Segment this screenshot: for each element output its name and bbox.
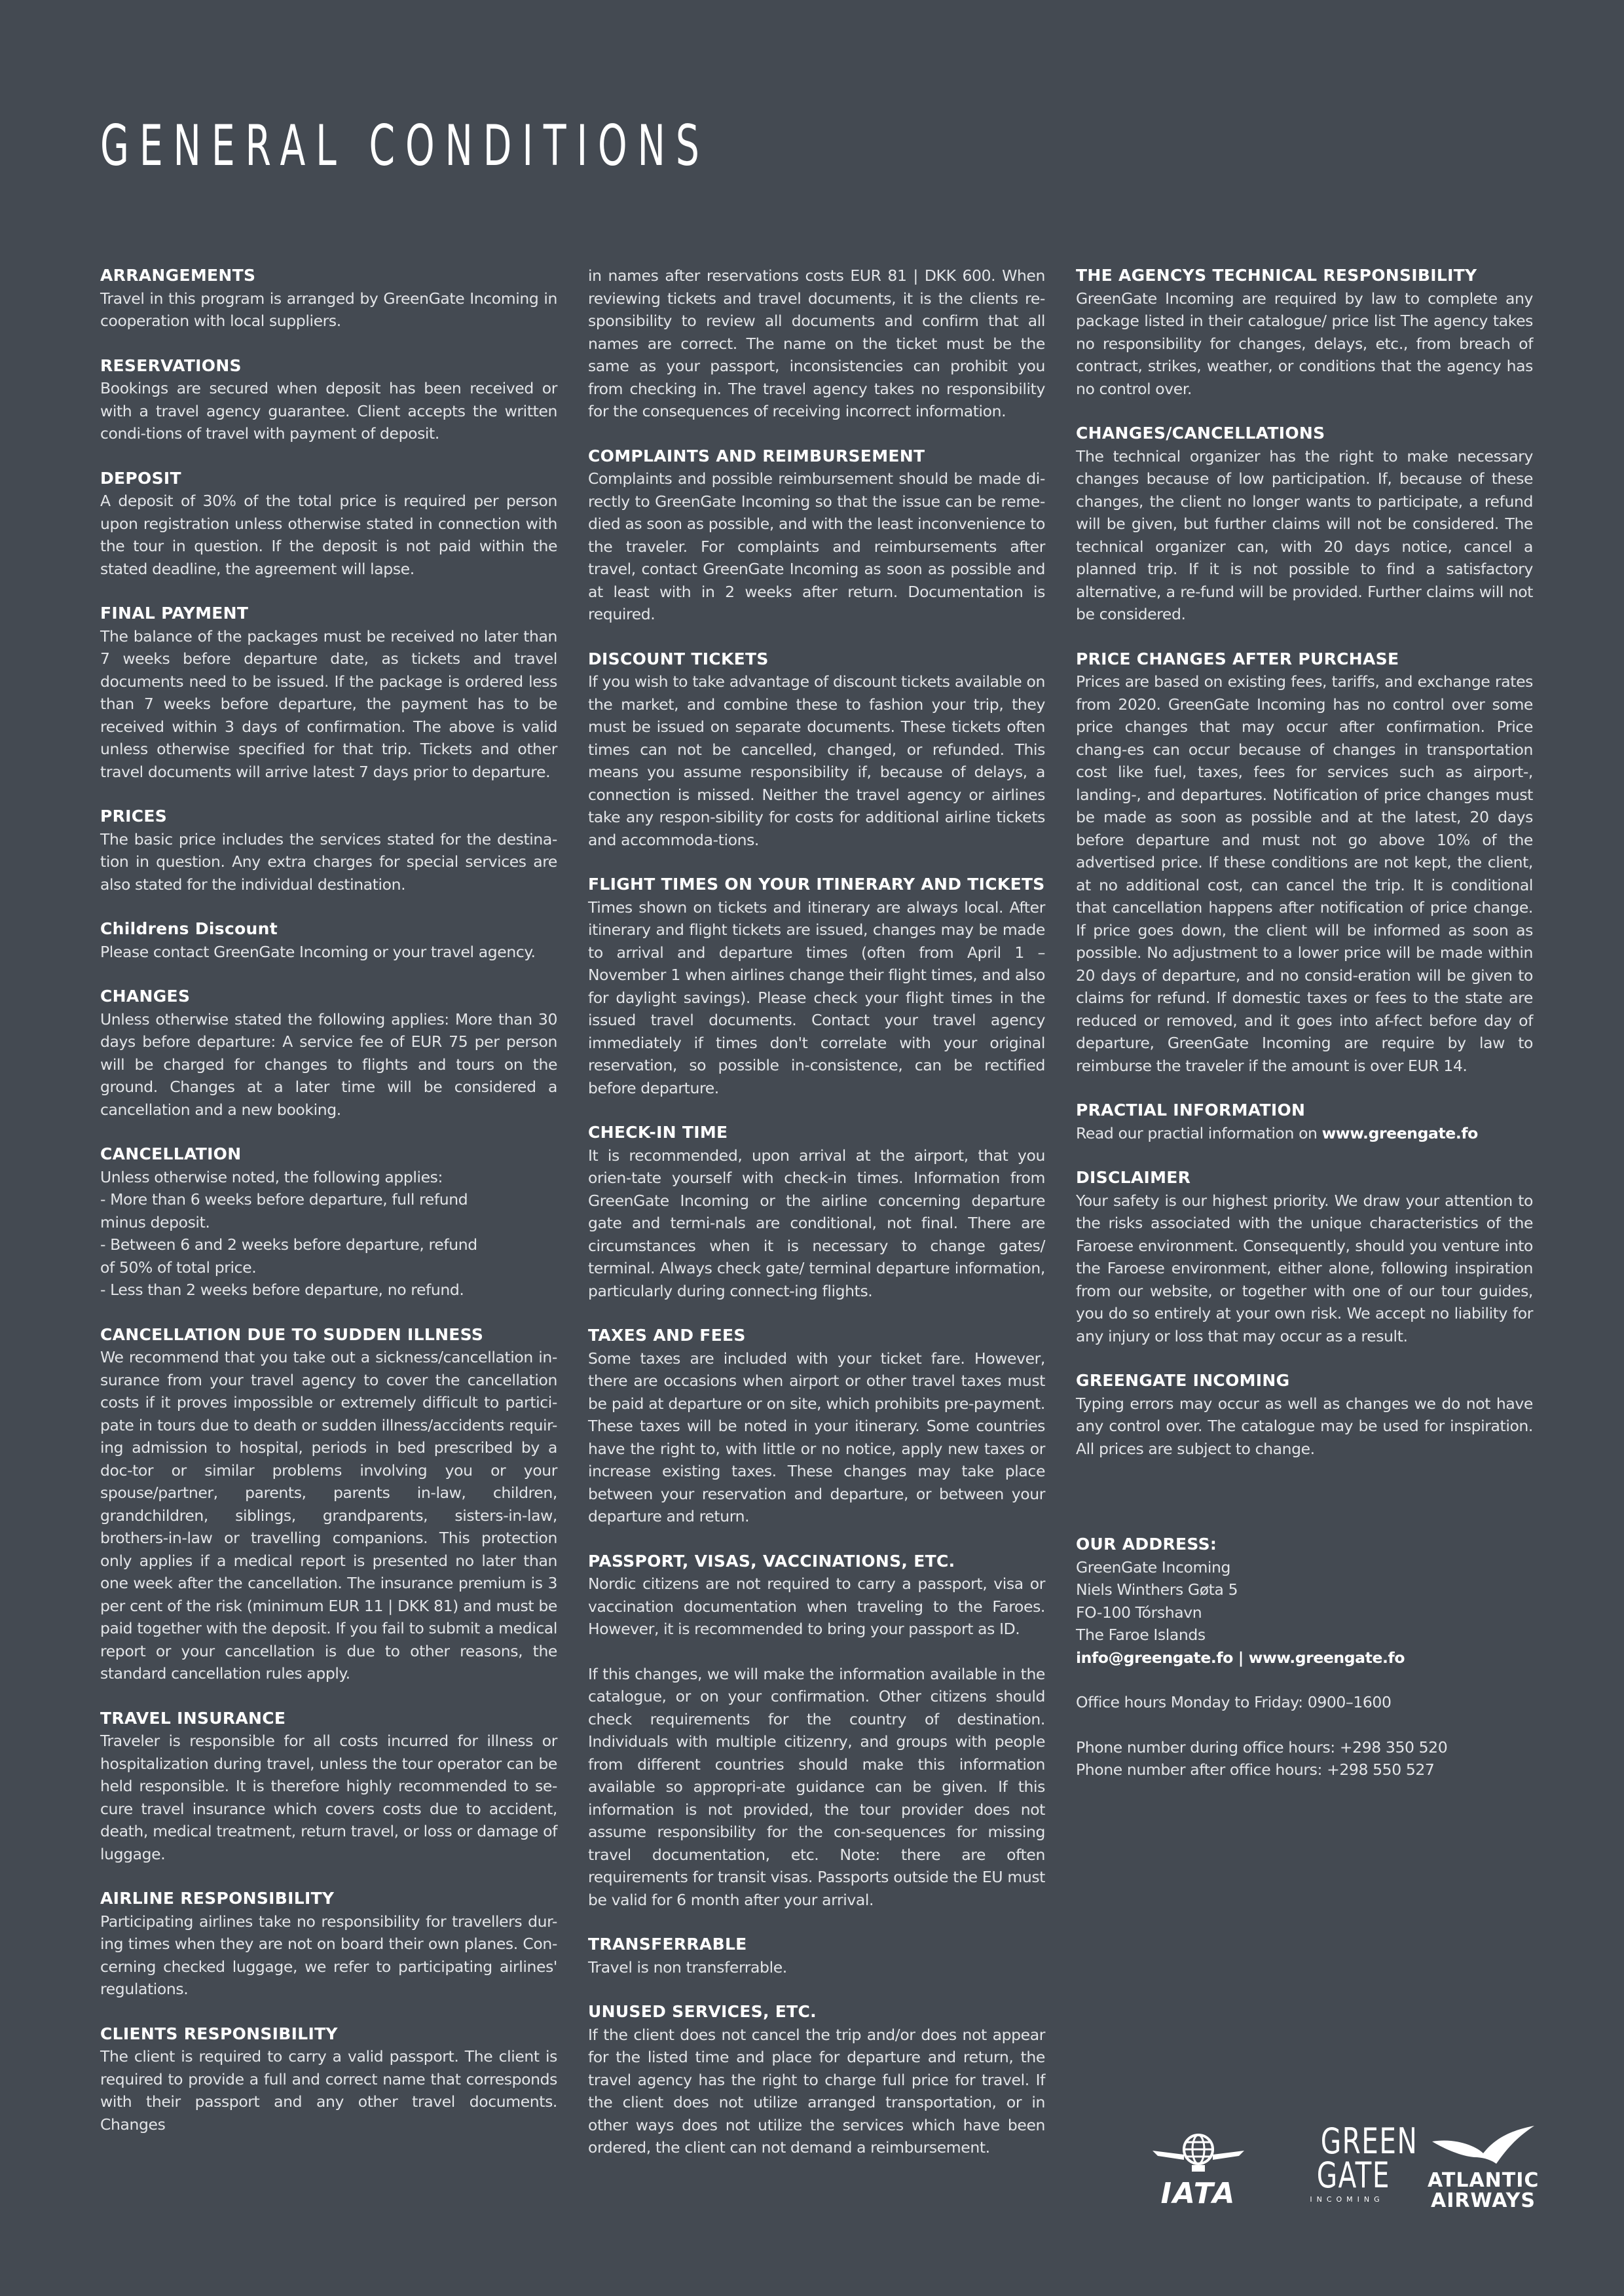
section-childrens-discount [100, 918, 557, 963]
contact-links[interactable]: info@greengate.fo | www.greengate.fo [1076, 1648, 1405, 1667]
atlantic-line2: AIRWAYS [1431, 2189, 1536, 2212]
atlantic-line1: ATLANTIC [1428, 2169, 1540, 2192]
section-heading: Childrens Discount [100, 919, 278, 938]
section-greengate-incoming [1076, 1370, 1533, 1460]
section-text: The client is required to carry a valid passport. The client is required to provide a full and correct name that corresponds with their passport and any other travel documents. Changes [100, 2047, 557, 2134]
section-cancellation-illness [100, 1324, 557, 1685]
section-heading: DISCLAIMER [1076, 1168, 1191, 1187]
section-text: Participating airlines take no responsibility for travellers dur-ing times when they are not on board their own planes. Con-cerning checked luggage, we refer to participating airlines' regulations. [100, 1912, 557, 1998]
section-heading: CLIENTS RESPONSIBILITY [100, 2024, 338, 2043]
column-3 [1076, 264, 1533, 1804]
section-changes-cancellations [1076, 422, 1533, 626]
section-address [1076, 1533, 1533, 1781]
section-heading: ARRANGEMENTS [100, 266, 256, 285]
section-discount-tickets [588, 648, 1045, 852]
section-deposit [100, 467, 557, 581]
section-airline-responsibility [100, 1887, 557, 2001]
section-final-payment [100, 602, 557, 783]
section-heading: UNUSED SERVICES, ETC. [588, 2002, 817, 2021]
section-heading: DEPOSIT [100, 468, 181, 488]
section-technical-responsibility [1076, 264, 1533, 400]
section-heading: COMPLAINTS AND REIMBURSEMENT [588, 446, 925, 465]
column-2 [588, 264, 1045, 2181]
section-heading: FINAL PAYMENT [100, 604, 249, 623]
page-title: GENERAL CONDITIONS [100, 113, 710, 179]
section-text: in names after reservations costs EUR 81 | DKK 600. When reviewing tickets and travel documents, it is the clients re-sponsibility to review all documents and confirm that all names are correct. The name on the ticket must be the same as your passport, inconsistencies can prohibit you from checking in. The travel agency takes no responsibility for the consequences of receiving incorrect information. [588, 266, 1045, 420]
section-text: Bookings are secured when deposit has been received or with a travel agency guarantee. Client accepts the written condi-tions of travel with payment of deposit. [100, 379, 557, 443]
address-line: Niels Winthers Gøta 5 [1076, 1580, 1238, 1599]
section-complaints [588, 445, 1045, 626]
greengate-logo [1304, 2121, 1418, 2204]
section-travel-insurance [100, 1707, 557, 1866]
greengate-sub: INCOMING [1310, 2195, 1384, 2204]
address-line: FO-100 Tórshavn [1076, 1603, 1202, 1622]
section-text: Unless otherwise noted, the following applies: - More than 6 weeks before departure, full refund minus deposit. - Between 6 and 2 weeks before departure, refund of 50% of total price. - Less than 2 weeks before departure, no refund. [100, 1167, 477, 1299]
section-heading: GREENGATE INCOMING [1076, 1371, 1290, 1390]
section-text [1076, 1122, 1533, 1145]
section-heading: TAXES AND FEES [588, 1326, 746, 1345]
practical-info-text: Read our practial information on [1076, 1123, 1322, 1142]
section-heading: RESERVATIONS [100, 355, 242, 375]
section-price-changes [1076, 648, 1533, 1078]
section-cancellation [100, 1143, 557, 1302]
column-1 [100, 264, 557, 2158]
section-text: Unless otherwise stated the following applies: More than 30 days before departure: A service fee of EUR 75 per person will be charged for changes to flights and tours on the ground. Changes at a later time will be considered a cancellation and a new booking. [100, 1010, 557, 1119]
section-heading: PRICE CHANGES AFTER PURCHASE [1076, 649, 1399, 668]
website-link[interactable]: www.greengate.fo [1321, 1123, 1478, 1142]
section-text: Travel in this program is arranged by GreenGate Incoming in cooperation with local suppliers. [100, 289, 557, 330]
section-clients-responsibility-cont [588, 264, 1045, 423]
section-heading: CHANGES/CANCELLATIONS [1076, 424, 1325, 443]
phone-office: Phone number during office hours: +298 350 520 [1076, 1738, 1448, 1757]
section-heading: PASSPORT, VISAS, VACCINATIONS, ETC. [588, 1551, 955, 1571]
logo-row [1153, 2121, 1545, 2216]
bird-icon [1431, 2124, 1536, 2168]
section-heading: FLIGHT TIMES ON YOUR ITINERARY AND TICKETS [588, 875, 1045, 894]
section-passport-cont [588, 1663, 1045, 1912]
globe-wings-icon [1153, 2124, 1244, 2177]
section-unused-services [588, 2001, 1045, 2159]
section-practical-info [1076, 1099, 1533, 1144]
section-heading: TRAVEL INSURANCE [100, 1708, 286, 1728]
atlantic-airways-logo [1428, 2124, 1539, 2211]
address-heading: OUR ADDRESS: [1076, 1535, 1217, 1554]
section-heading: CANCELLATION DUE TO SUDDEN ILLNESS [100, 1324, 484, 1344]
section-heading: AIRLINE RESPONSIBILITY [100, 1889, 335, 1908]
section-text: Travel is non transferrable. [588, 1958, 787, 1977]
iata-text: IATA [1160, 2177, 1236, 2210]
section-heading: CANCELLATION [100, 1144, 242, 1163]
section-heading: TRANSFERRABLE [588, 1935, 747, 1954]
section-reservations [100, 355, 557, 445]
greengate-line2: GATE [1316, 2155, 1390, 2196]
section-heading: DISCOUNT TICKETS [588, 649, 769, 668]
section-transferrable [588, 1933, 1045, 1978]
section-text: We recommend that you take out a sickness/cancellation in-surance from your travel agency to cover the cancellation costs if it proves impossible or extremely difficult to partici-pate in tours due to death or sudden illness/accidents requir-ing admission to hospital, periods in bed prescribed by a doc-tor or similar problems involving you or your spouse/partner, parents, parents in-law, children, grandchildren, siblings, grandparents, sisters-in-law, brothers-in-law or travelling companions. This protection only applies if a medical report is presented no later than one week after the cancellation. The insurance premium is 3 per cent of the risk (minimum EUR 11 | DKK 81) and must be paid together with the deposit. If you fail to submit a medical report or your cancellation is due to other reasons, the standard cancellation rules apply. [100, 1348, 557, 1683]
section-text: Some taxes are included with your ticket fare. However, there are occasions when airport or other travel taxes must be paid at departure or on site, which prohibits pre-payment. These taxes will be noted in your itinerary. Some countries have the right to, with little or no notice, apply new taxes or increase existing taxes. These changes may take place between your reservation and departure, or between your departure and return. [588, 1349, 1045, 1525]
section-text: Nordic citizens are not required to carry a passport, visa or vaccination documentation when traveling to the Faroes. However, it is recommended to bring your passport as ID. [588, 1575, 1045, 1638]
section-text: If the client does not cancel the trip and/or does not appear for the listed time and place for departure and return, the travel agency has the right to charge full price for travel. If the client does not utilize arranged transportation, or in other ways does not utilize the services which have been ordered, the client can not demand a reimbursement. [588, 2025, 1045, 2157]
section-text: Times shown on tickets and itinerary are always local. After itinerary and flight tickets are issued, changes may be made to arrival and departure times (often from April 1 – November 1 when airlines change their flight times, and also for daylight savings). Please check your flight times in the issued travel documents. Contact your travel agency immediately if times don't correlate with your original reservation, so possible in-consistence, can be rectified before departure. [588, 898, 1045, 1097]
section-text: The basic price includes the services stated for the destina-tion in question. Any extra charges for special services are also stated for the individual destination. [100, 829, 557, 894]
section-text: A deposit of 30% of the total price is required per person upon registration unless otherwise stated in connection with the tour in question. If the deposit is not paid within the stated deadline, the agreement will lapse. [100, 492, 557, 578]
office-hours: Office hours Monday to Friday: 0900–1600 [1076, 1693, 1392, 1711]
iata-logo [1153, 2124, 1244, 2208]
section-heading: CHANGES [100, 987, 191, 1006]
section-heading: PRICES [100, 807, 168, 826]
section-heading: THE AGENCYS TECHNICAL RESPONSIBILITY [1076, 266, 1477, 285]
section-check-in [588, 1121, 1045, 1302]
section-arrangements [100, 264, 557, 333]
section-passport [588, 1550, 1045, 1641]
section-text: It is recommended, upon arrival at the airport, that you orien-tate yourself with check-in times. Information from GreenGate Incoming or the airline concerning departure gate and termi-nals are conditional, not final. There are circumstances when it is necessary to change gates/ terminal. Always check gate/ terminal departure information, particularly during connect-ing flights. [588, 1146, 1045, 1300]
section-heading: CHECK-IN TIME [588, 1123, 728, 1142]
section-taxes-fees [588, 1324, 1045, 1528]
phone-after-hours: Phone number after office hours: +298 550 527 [1076, 1760, 1435, 1779]
section-changes [100, 985, 557, 1121]
section-disclaimer [1076, 1167, 1533, 1347]
section-heading: PRACTIAL INFORMATION [1076, 1101, 1306, 1120]
section-text: The technical organizer has the right to make necessary changes because of low participation. If, because of these changes, the client no longer wants to participate, a refund will be given, but further claims will not be considered. The technical organizer can, with 20 days notice, cancel a planned trip. If it is not possible to find a satisfactory alternative, a re-fund will be provided. Further claims will not be considered. [1076, 446, 1533, 623]
greengate-line1: GREEN [1320, 2121, 1418, 2162]
section-text: GreenGate Incoming are required by law to complete any package listed in their catalogue/ price list The agency takes no responsibility for changes, delays, etc., from breach of contract, strikes, weather, or conditions that the agency has no control over. [1076, 289, 1533, 398]
section-text: The balance of the packages must be received no later than 7 weeks before departure date, as tickets and travel documents need to be issued. If the package is ordered less than 7 weeks before departure, the payment has to be received within 3 days of confirmation. The above is valid unless otherwise specified for that trip. Tickets and other travel documents will arrive latest 7 days prior to departure. [100, 627, 557, 781]
section-text: If you wish to take advantage of discount tickets available on the market, and combine these to fashion your trip, they must be issued on separate documents. These tickets often times can not be cancelled, changed, or refunded. This means you assume responsibility if, because of delays, a connection is missed. Neither the travel agency or airlines take any respon-sibility for costs for additional airline tickets and accommoda-tions. [588, 672, 1045, 849]
address-line: GreenGate Incoming [1076, 1558, 1231, 1576]
section-text: Typing errors may occur as well as changes we do not have any control over. The catalogue may be used for inspiration. All prices are subject to change. [1076, 1394, 1533, 1458]
section-text: Traveler is responsible for all costs incurred for illness or hospitalization during travel, unless the tour operator can be held responsible. It is therefore highly recommended to se-cure travel insurance which covers costs due to accident, death, medical treatment, return travel, or loss or damage of luggage. [100, 1732, 557, 1863]
address-line: The Faroe Islands [1076, 1626, 1206, 1644]
section-text: Complaints and possible reimbursement should be made di-rectly to GreenGate Incoming so that the issue can be reme-died as soon as possible, and with the least inconvenience to the traveler. For complaints and reimbursements after travel, contact GreenGate Incoming as soon as possible and at least with in 2 weeks after return. Documentation is required. [588, 469, 1045, 623]
section-text: Please contact GreenGate Incoming or your travel agency. [100, 942, 536, 961]
section-text: Prices are based on existing fees, tariffs, and exchange rates from 2020. GreenGate Incoming has no control over some price changes that may occur after confirmation. Price chang-es can occur because of changes in transportation cost like fuel, taxes, fees for services such as airport-, landing-, and departures. Notification of price changes must be made as soon as possible and at the latest, 20 days before departure and must not go above 10% of the advertised price. If these conditions are not kept, the client, at no additional cost, can cancel the trip. It is conditional that cancellation happens after notification of price change. If price goes down, the client will be informed as soon as possible. No adjustment to a lower price will be made within 20 days of departure, and no consid-eration will be given to claims for refund. If domestic taxes or fees to the state are reduced or removed, and it goes into af-fect before day of departure, GreenGate Incoming are require by law to reimburse the traveler if the amount is over EUR 14. [1076, 672, 1533, 1075]
section-flight-times [588, 873, 1045, 1099]
section-text: Your safety is our highest priority. We draw your attention to the risks associated with the unique characteristics of the Faroese environment. Consequently, should you venture into the Faroese environment, either alone, following inspiration from our website, or together with one of our tour guides, you do so entirely at your own risk. We accept no liability for any injury or loss that may occur as a result. [1076, 1191, 1533, 1345]
section-clients-responsibility [100, 2023, 557, 2136]
section-text: If this changes, we will make the information available in the catalogue, or on your confirmation. Other citizens should check requirements for the country of destination. Individuals with multiple citizenry, and groups with people from different countries should make this information available so appropri-ate guidance can be given. If this information is not provided, the tour provider does not assume responsibility for the con-sequences for missing travel documentation, etc. Note: there are often requirements for transit visas. Passports outside the EU must be valid for 6 month after your arrival. [588, 1664, 1045, 1909]
section-prices [100, 805, 557, 896]
